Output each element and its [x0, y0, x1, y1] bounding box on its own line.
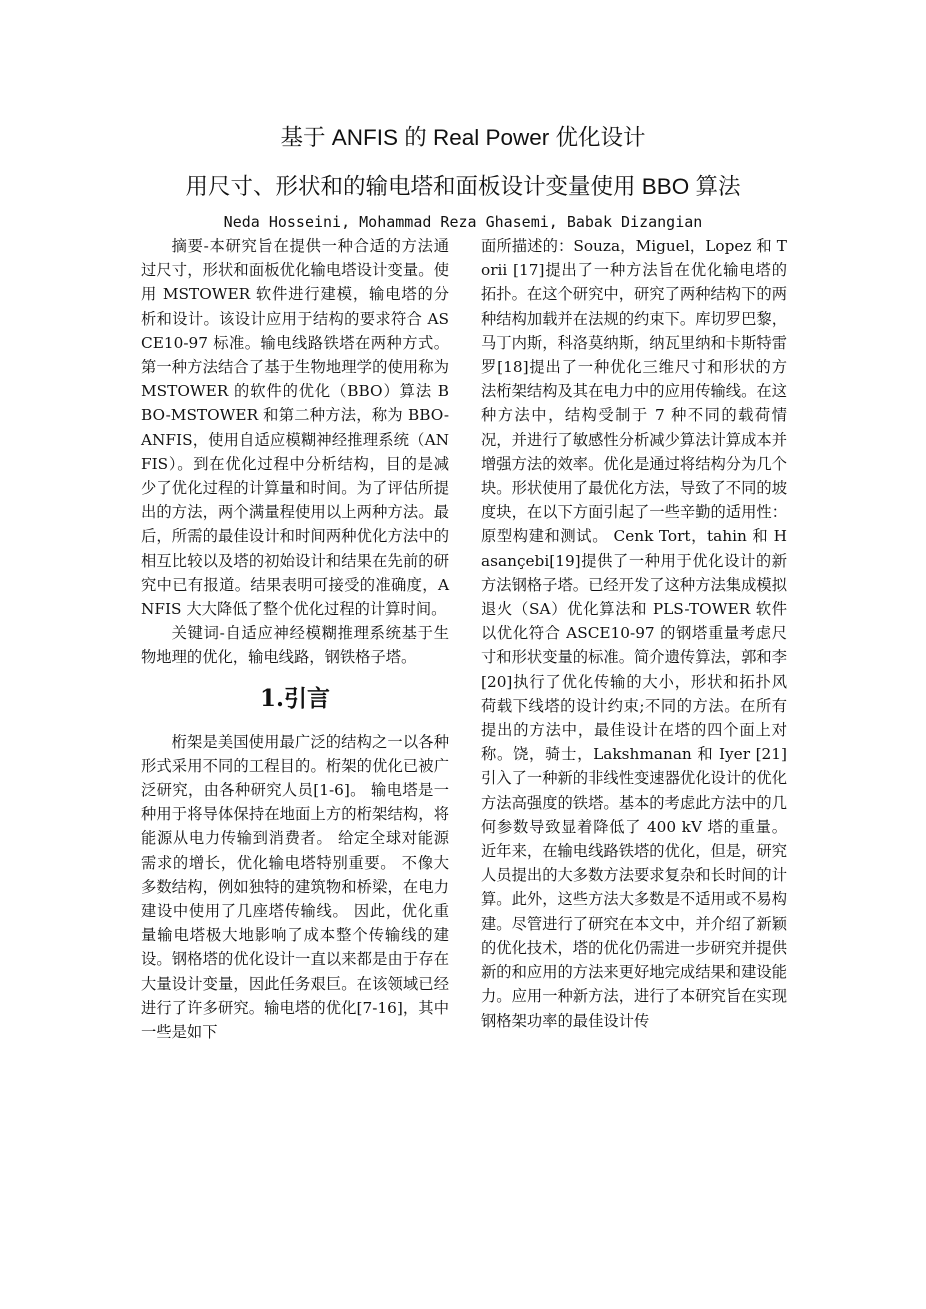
author-list: Neda Hosseini, Mohammad Reza Ghasemi, Babak Dizangian — [223, 213, 703, 231]
intro-paragraph-right: 面所描述的：Souza，Miguel，Lopez 和 Torii [17]提出了一种方法旨在优化输电塔的拓扑。在这个研究中，研究了两种结构下的两种结构加载并在法规的约束下。库切罗巴黎，马丁内斯，科洛莫纳斯，纳瓦里纳和卡斯特雷罗[18]提出了一种优化三维尺寸和形状的方法桁架结构及其在电力中的应用传输线。在这种方法中，结构受制于 7 种不同的载荷情况，并进行了敏感性分析减少算法计算成本并增强方法的效率。优化是通过将结构分为几个块。形状使用了最优化方法，导致了不同的坡度块，在以下方面引起了一些辛勤的适用性：原型构建和测试。 Cenk Tort，tahin 和 Hasançebi[19]提供了一种用于优化设计的新方法钢格子塔。已经开发了这种方法集成模拟退火（SA）优化算法和 PLS-TOWER 软件以优化符合 ASCE10-97 的钢塔重量考虑尺寸和形状变量的标准。简介遗传算法，郭和李[20]执行了优化传输的大小，形状和拓扑风荷载下线塔的设计约束;不同的方法。在所有提出的方法中，最佳设计在塔的四个面上对称。饶，骑士，Lakshmanan 和 Iyer [21]引入了一种新的非线性变速器优化设计的优化方法高强度的铁塔。基本的考虑此方法中的几何参数导致显着降低了 400 kV 塔的重量。近年来，在输电线路铁塔的优化，但是，研究人员提出的大多数方法要求复杂和长时间的计算。此外，这些方法大多数是不适用或不易构建。尽管进行了研究在本文中，并介绍了新颖的优化技术，塔的优化仍需进一步研究并提供新的和应用的方法来更好地完成结果和建设能力。应用一种新方法，进行了本研究旨在实现钢格架功率的最佳设计传 — [481, 237, 787, 1030]
keywords-paragraph: 关键词-自适应神经模糊推理系统基于生物地理的优化，输电线路，钢铁格子塔。 — [141, 624, 449, 667]
left-column — [141, 234, 449, 1044]
paper-title-line-1: 基于 ANFIS 的 Real Power 优化设计 — [280, 125, 646, 150]
section-number: 1. — [259, 684, 284, 712]
paper-title-line-2: 用尺寸、形状和的输电塔和面板设计变量使用 BBO 算法 — [185, 174, 741, 199]
abstract-paragraph: 摘要-本研究旨在提供一种合适的方法通过尺寸，形状和面板优化输电塔设计变量。使用 MSTOWER 软件进行建模，输电塔的分析和设计。该设计应用于结构的要求符合 ASCE10-97 标准。输电线路铁塔在两种方式。第一种方法结合了基于生物地理学的使用称为 MSTOWER 的软件的优化（BBO）算法 BBO-MSTOWER 和第二种方法，称为 BBO-ANFIS，使用自适应模糊神经推理系统（ANFIS）。到在优化过程中分析结构，目的是减少了优化过程的计算量和时间。为了评估所提出的方法，两个满量程使用以上两种方法。最后，所需的最佳设计和时间两种优化方法中的相互比较以及塔的初始设计和结果在先前的研究中已有报道。结果表明可接受的准确度，ANFIS 大大降低了整个优化过程的计算时间。 — [141, 237, 449, 619]
right-column — [481, 234, 787, 1033]
section-heading-introduction — [141, 684, 449, 714]
section-title: 引言 — [284, 684, 330, 712]
intro-paragraph-left: 桁架是美国使用最广泛的结构之一以各种形式采用不同的工程目的。桁架的优化已被广泛研究，由各种研究人员[1-6]。 输电塔是一种用于将导体保持在地面上方的桁架结构，将能源从电力传输到消费者。 给定全球对能源需求的增长，优化输电塔特别重要。 不像大多数结构，例如独特的建筑物和桥梁，在电力建设中使用了几座塔传输线。 因此，优化重量输电塔极大地影响了成本整个传输线的建设。钢格塔的优化设计一直以来都是由于存在大量设计变量，因此任务艰巨。在该领域已经进行了许多研究。输电塔的优化[7-16]，其中一些是如下 — [141, 732, 449, 1042]
